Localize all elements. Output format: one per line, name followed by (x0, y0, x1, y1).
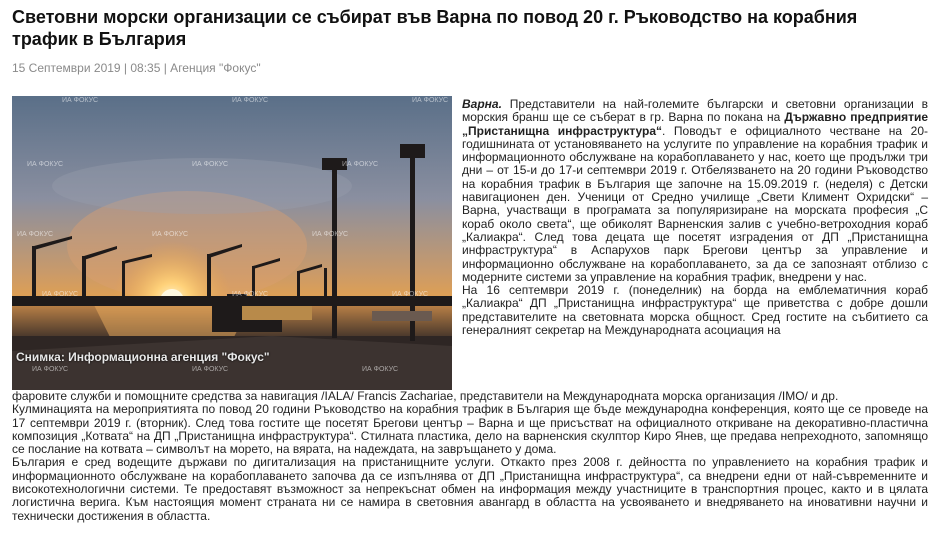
p1-bold: Държавно предприятие „Пристанищна инфраструктура“ (462, 110, 928, 138)
photo-caption: Снимка: Информационна агенция "Фокус" (16, 350, 270, 364)
svg-text:ИА ФОКУС: ИА ФОКУС (192, 161, 229, 168)
svg-text:ИА ФОКУС: ИА ФОКУС (42, 291, 79, 298)
svg-text:ИА ФОКУС: ИА ФОКУС (362, 366, 399, 373)
lead-city: Варна. (462, 97, 502, 111)
p1-text-b: . Поводът е официалното честване на 20-годишнината от установяването на услугите по управление на корабния трафик и информационното обслужване на корабоплаването у нас, което ще продължи три дни – от 15-и до 17-и септември 2019 г. Отбелязването на 20 години Ръководство на корабния трафик в България ще започне на 15.09.2019 г. (неделя) с Детски навигационен ден. Ученици от Средно училище „Свети Климент Охридски“ – Варна, участващи в програмата за популяризиране на морската професия „С кораб около света“, ще обиколят Варненския залив с учебно-ветроходния кораб „Калиакра“. След това децата ще посетят изградения от ДП „Пристанищна инфраструктура“ в Аспарухов парк Брегови център за управление и информационно обслужване на корабоплаването, за да се запознаят отблизо с модерните системи за управление на корабния трафик, внедрени у нас. (462, 123, 928, 284)
article-body-full (12, 390, 928, 523)
svg-text:ИА ФОКУС: ИА ФОКУС (392, 291, 429, 298)
paragraph-2-start: На 16 септември 2019 г. (понеделник) на борда на емблематичния кораб „Калиакра“ ДП „Пристанищна инфраструктура“ ще приветства с добре дошли представителите на световната морска общност. Сред гостите на събитието са генералният секретар на Международната асоциация на (462, 283, 928, 338)
article-meta: 15 Септември 2019 | 08:35 | Агенция "Фокус" (12, 61, 261, 75)
svg-text:ИА ФОКУС: ИА ФОКУС (32, 366, 69, 373)
article-title: Световни морски организации се събират във Варна по повод 20 г. Ръководство на корабния трафик в България (12, 7, 858, 49)
svg-text:ИА ФОКУС: ИА ФОКУС (192, 366, 229, 373)
svg-text:ИА ФОКУС: ИА ФОКУС (27, 161, 64, 168)
svg-text:ИА ФОКУС: ИА ФОКУС (232, 291, 269, 298)
paragraph-2-rest: фаровите служби и помощните средства за навигация /IALA/ Francis Zachariae, представители на Международната морска организация /IMO/ и др. (12, 389, 839, 403)
paragraph-1 (462, 98, 928, 284)
article-photo (12, 96, 452, 390)
paragraph-3: Кулминацията на мероприятията по повод 20 години Ръководство на корабния трафик в България ще бъде международна конференция, която ще се проведе на 17 септември 2019 г. (вторник). След това гостите ще посетят Брегови център – Варна и ще присъстват на официалното откриване на декоративно-пластична композиция „Котвата“ на ДП „Пристанищна инфраструктура“. Стилната пластика, дело на варненския скулптор Киро Янев, ще предава непреходното, запомнящо се послание на котвата – символът на морето, на вярата, на надеждата, на завръщането у дома. (12, 402, 928, 457)
svg-text:ИА ФОКУС: ИА ФОКУС (342, 161, 379, 168)
svg-text:ИА ФОКУС: ИА ФОКУС (62, 97, 99, 104)
svg-text:ИА ФОКУС: ИА ФОКУС (232, 97, 269, 104)
svg-text:ИА ФОКУС: ИА ФОКУС (152, 231, 189, 238)
article-body-right (462, 98, 928, 337)
svg-text:ИА ФОКУС: ИА ФОКУС (412, 97, 449, 104)
p1-text-a: Представители на най-големите български и световни организации в морския бранш ще се съберат в гр. Варна по покана на (462, 97, 928, 125)
paragraph-4: България е сред водещите държави по дигитализация на пристанищните услуги. Откакто през 2008 г. дейността по управлението на корабния трафик и информационното обслужване на корабоплаването започва да се изпълнява от ДП „Пристанищна инфраструктура“, са внедрени едни от най-съвременните и високотехнологични системи. Те предоставят възможност за непрекъснат обмен на информация между участниците в транспортния процес, както и в цялата логистична верига. Към настоящия момент страната ни се намира в световния авангард в областта на усвояването и внедряването на иновативни научни и технически достижения в областта. (12, 455, 928, 523)
svg-text:ИА ФОКУС: ИА ФОКУС (17, 231, 54, 238)
svg-text:ИА ФОКУС: ИА ФОКУС (312, 231, 349, 238)
